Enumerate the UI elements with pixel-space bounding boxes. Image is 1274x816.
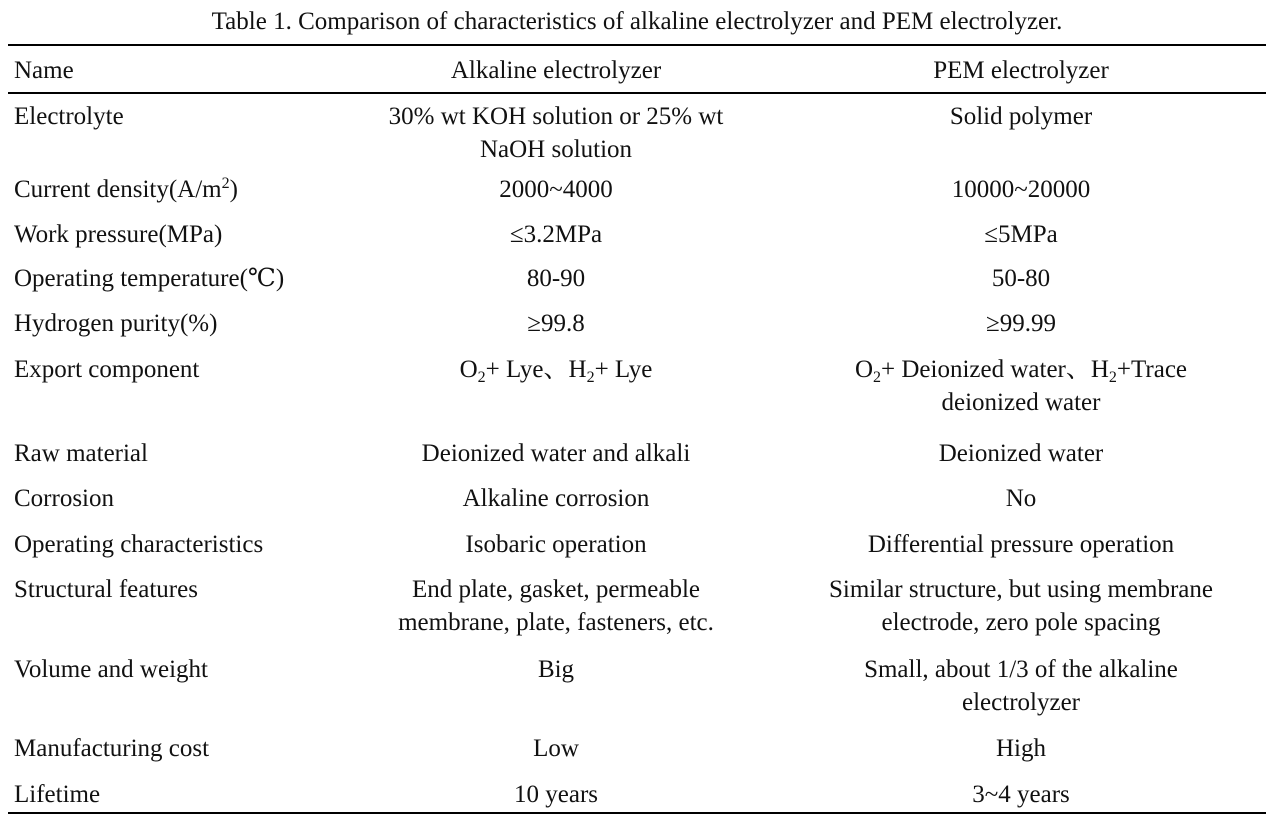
header-name: Name [14, 57, 74, 84]
row-pem-line: 3~4 years [972, 781, 1070, 808]
row-name: Operating characteristics [14, 531, 264, 558]
row-alkaline-line: Low [533, 735, 579, 762]
row-name: Export component [14, 356, 200, 383]
row-alkaline [356, 437, 756, 470]
row-alkaline-line: Isobaric operation [465, 531, 647, 558]
row-name [14, 173, 238, 206]
table-caption: Table 1. Comparison of characteristics of alkaline electrolyzer and PEM electrolyzer. [211, 8, 1063, 35]
row-alkaline [356, 173, 756, 206]
row-name: Electrolyte [14, 103, 124, 130]
row-alkaline-line: 2000~4000 [499, 176, 613, 203]
row-alkaline-line: Deionized water and alkali [421, 440, 691, 467]
row-name: Work pressure(MPa) [14, 221, 223, 248]
table-bottom-rule [8, 812, 1266, 814]
row-alkaline-line: ≥99.8 [527, 310, 585, 337]
row-pem-line: 50-80 [991, 265, 1051, 292]
row-name: Lifetime [14, 781, 101, 808]
row-alkaline [356, 732, 756, 765]
row-pem [790, 437, 1252, 470]
row-pem [790, 653, 1252, 719]
row-pem-line [790, 353, 1252, 386]
row-name-superscript: 2 [221, 175, 230, 192]
row-pem [790, 528, 1252, 561]
formula-text: + Lye、H [485, 356, 587, 383]
row-name: Structural features [14, 576, 198, 603]
row-alkaline [356, 528, 756, 561]
row-pem [790, 218, 1252, 251]
row-pem [790, 307, 1252, 340]
row-pem-line: No [1005, 485, 1037, 512]
row-name-text: Current density(A/m [14, 176, 222, 203]
formula-subscript: 2 [873, 369, 882, 386]
formula-text: + Deionized water、H [881, 356, 1109, 383]
row-pem [790, 262, 1252, 295]
row-pem-line: Similar structure, but using membrane [829, 576, 1213, 603]
row-pem [790, 353, 1252, 419]
row-pem-line: 10000~20000 [951, 176, 1091, 203]
row-pem [790, 732, 1252, 765]
row-pem [790, 173, 1252, 206]
formula-text: +Trace [1116, 356, 1188, 383]
row-name: Manufacturing cost [14, 735, 210, 762]
row-pem-line: electrolyzer [962, 689, 1080, 716]
row-alkaline [356, 100, 756, 166]
formula-subscript: 2 [586, 369, 595, 386]
row-pem-line: electrode, zero pole spacing [881, 609, 1161, 636]
row-alkaline-line: End plate, gasket, permeable [411, 576, 701, 603]
header-alkaline: Alkaline electrolyzer [450, 57, 662, 84]
row-alkaline [356, 778, 756, 811]
row-name: Operating temperature(℃) [14, 265, 285, 292]
formula-subscript: 2 [1108, 369, 1117, 386]
row-alkaline [356, 262, 756, 295]
row-alkaline [356, 573, 756, 639]
table-header-rule [8, 92, 1266, 94]
row-pem-line: Small, about 1/3 of the alkaline [864, 656, 1178, 683]
row-alkaline-line: 10 years [514, 781, 598, 808]
row-name-suffix: ) [229, 176, 238, 203]
row-pem-line: High [996, 735, 1046, 762]
row-pem [790, 482, 1252, 515]
formula-text: O [459, 356, 478, 383]
row-alkaline-line: Big [537, 656, 575, 683]
row-alkaline-line: ≤3.2MPa [509, 221, 603, 248]
row-alkaline-line: 80-90 [526, 265, 586, 292]
row-pem [790, 778, 1252, 811]
row-alkaline [356, 307, 756, 340]
row-pem [790, 573, 1252, 639]
row-alkaline-line: 30% wt KOH solution or 25% wt [388, 103, 724, 130]
row-alkaline [356, 218, 756, 251]
row-pem-line: Solid polymer [949, 103, 1093, 130]
row-alkaline-line: Alkaline corrosion [462, 485, 650, 512]
row-alkaline [356, 653, 756, 686]
formula-subscript: 2 [477, 369, 486, 386]
formula-text: O [854, 356, 874, 383]
row-pem-line: ≤5MPa [984, 221, 1058, 248]
table-top-rule [8, 44, 1266, 46]
row-pem [790, 100, 1252, 133]
row-name: Volume and weight [14, 656, 208, 683]
row-alkaline-line: NaOH solution [479, 136, 633, 163]
row-alkaline [356, 353, 756, 386]
row-name: Corrosion [14, 485, 114, 512]
row-name: Hydrogen purity(%) [14, 310, 218, 337]
row-pem-line: ≥99.99 [986, 310, 1056, 337]
row-pem-line: deionized water [941, 389, 1101, 416]
formula-text: + Lye [594, 356, 653, 383]
row-pem-line: Differential pressure operation [867, 531, 1175, 558]
row-name: Raw material [14, 440, 148, 467]
row-alkaline [356, 482, 756, 515]
header-pem: PEM electrolyzer [933, 57, 1109, 84]
row-alkaline-line [356, 353, 756, 386]
row-alkaline-line: membrane, plate, fasteners, etc. [398, 609, 714, 636]
row-pem-line: Deionized water [938, 440, 1104, 467]
